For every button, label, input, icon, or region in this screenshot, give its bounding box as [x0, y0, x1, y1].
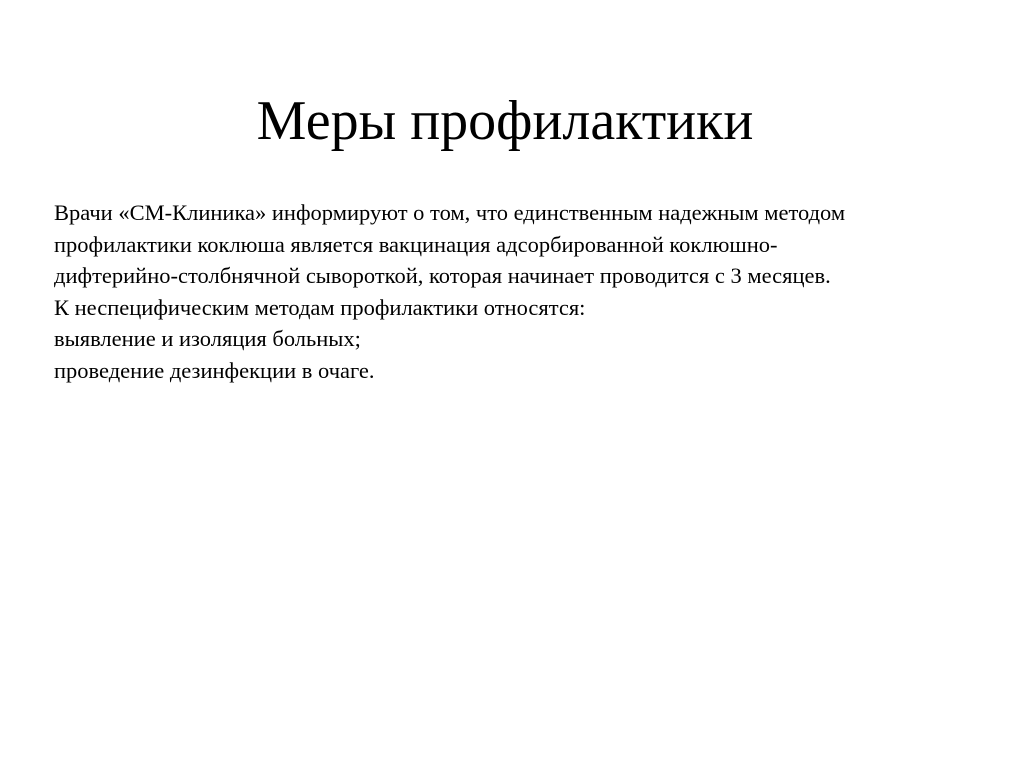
- body-line: профилактики коклюша является вакцинация адсорбированной коклюшно-: [54, 231, 778, 257]
- body-line: дифтерийно-столбнячной сывороткой, которая начинает проводится с 3 месяцев.: [54, 263, 831, 288]
- body-line: выявление и изоляция больных;: [54, 326, 361, 351]
- body-line: проведение дезинфекции в очаге.: [54, 357, 375, 383]
- slide-title: Меры профилактики: [256, 90, 754, 152]
- body-line: Врачи «СМ-Клиника» информируют о том, что единственным надежным методом: [54, 200, 846, 225]
- body-line: К неспецифическим методам профилактики относятся:: [54, 294, 586, 320]
- slide-body: [54, 197, 974, 386]
